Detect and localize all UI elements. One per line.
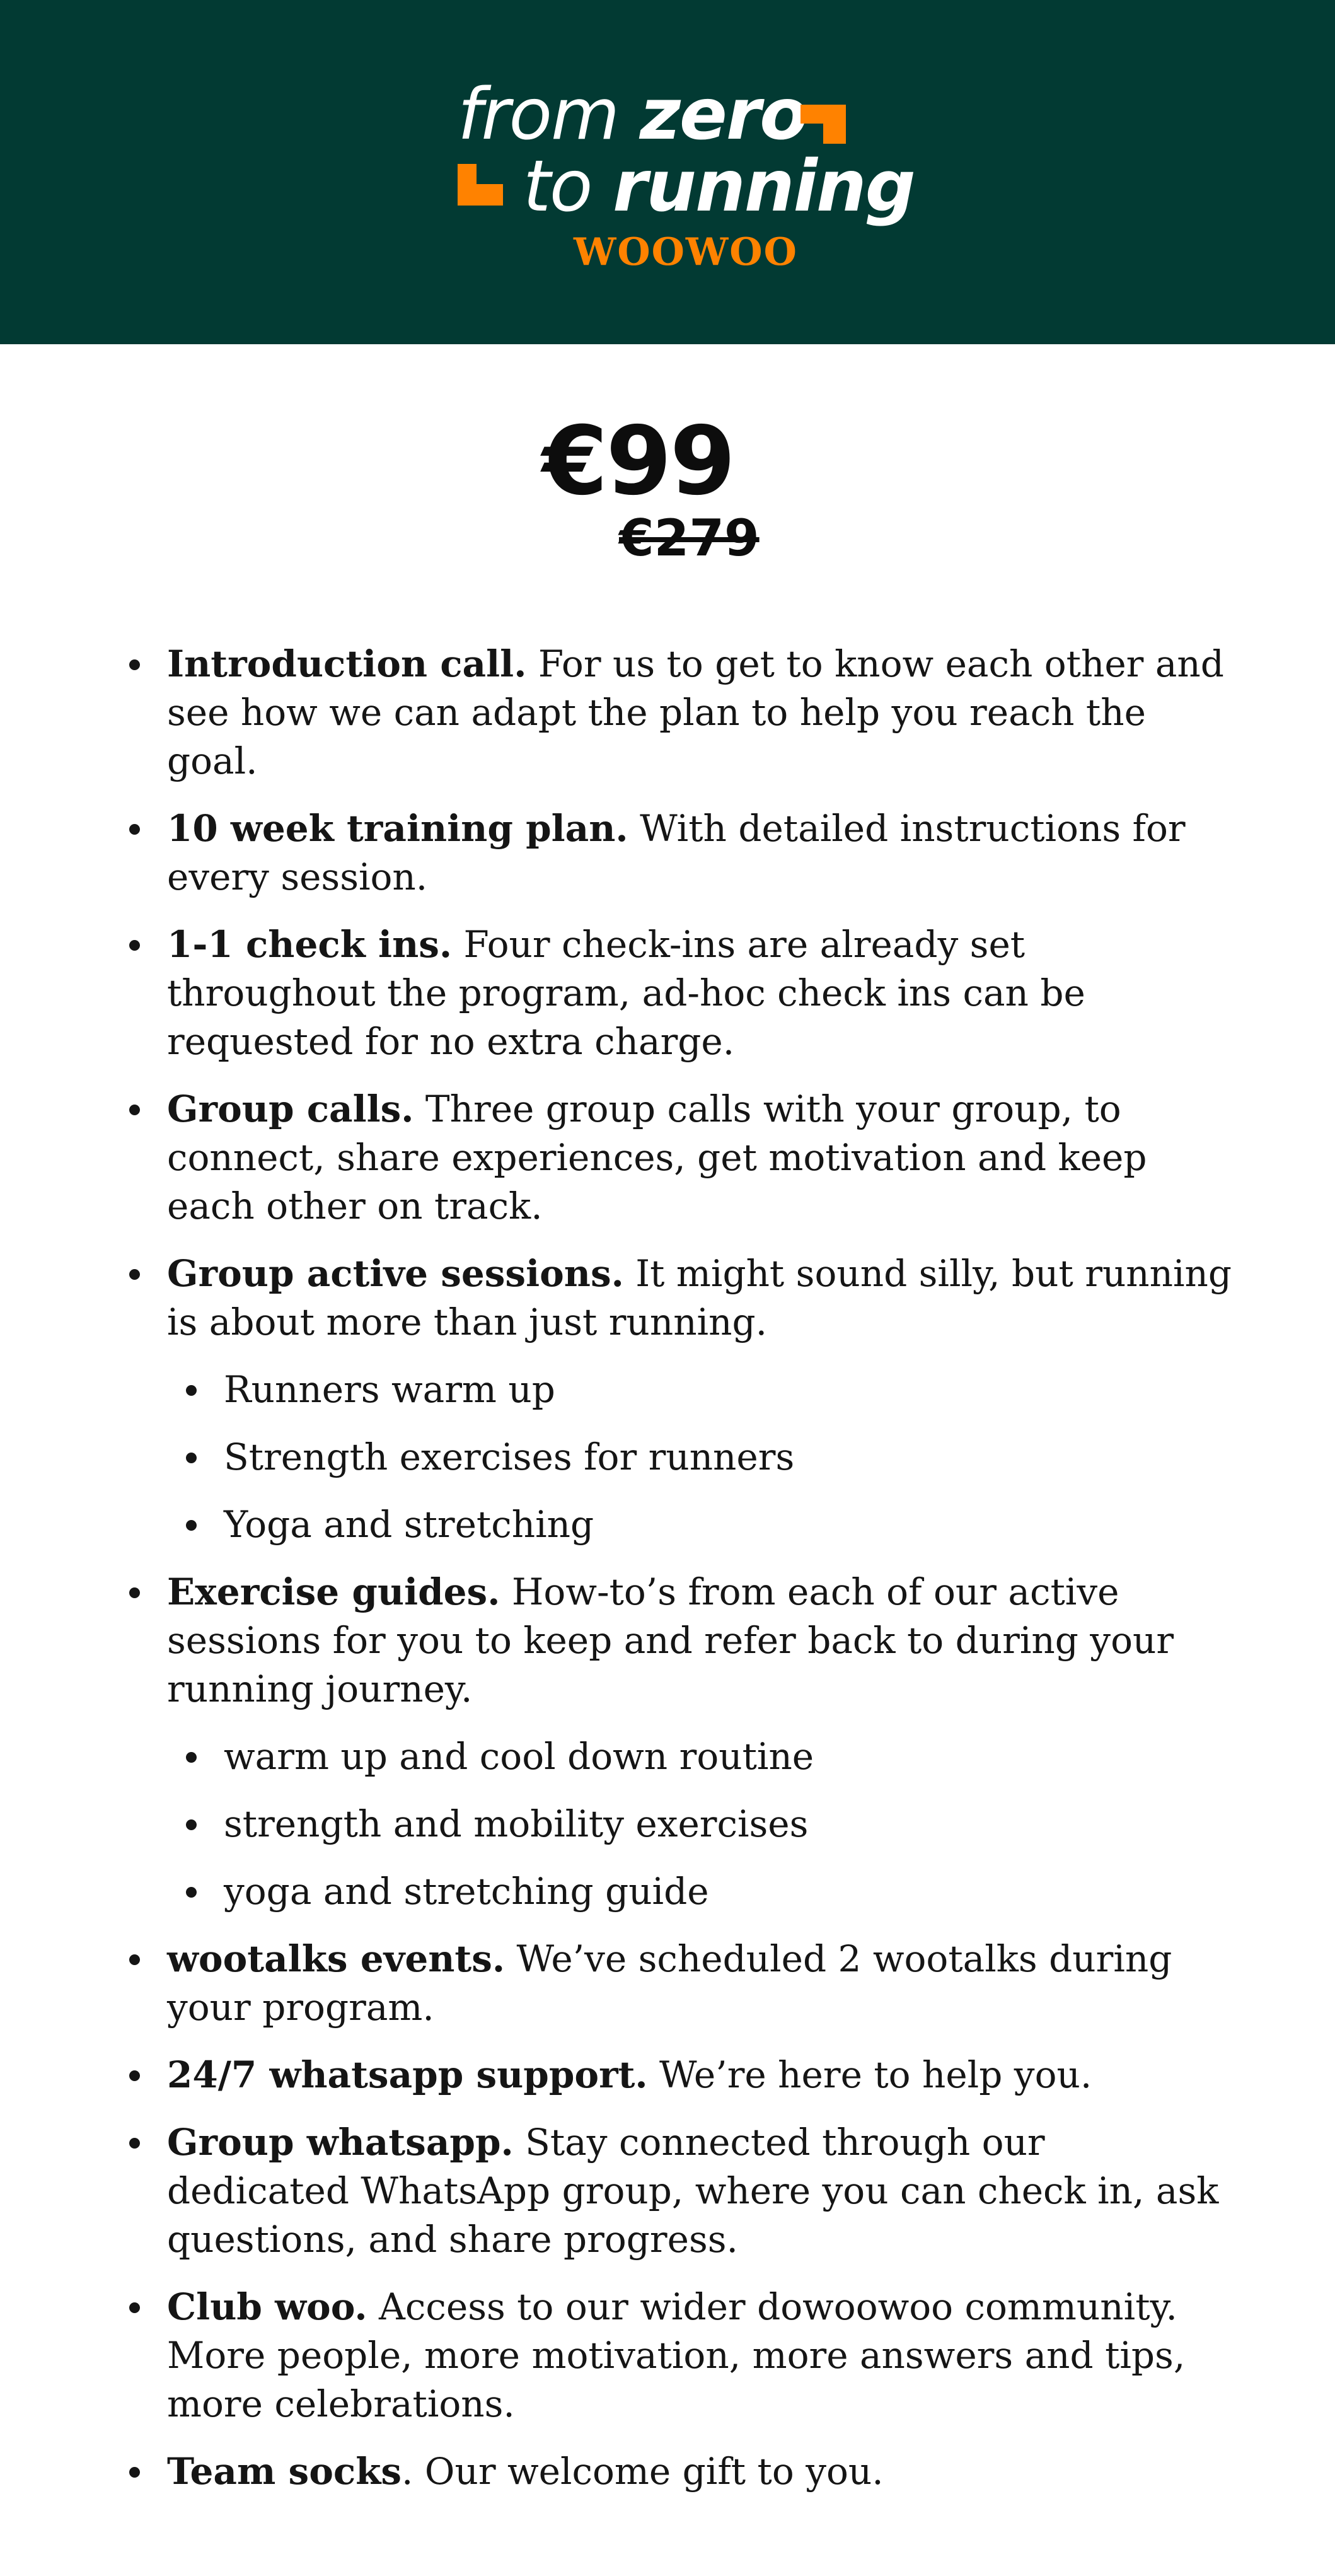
sub-item: Strength exercises for runners (167, 1433, 1239, 1482)
current-price: €99 (542, 407, 734, 516)
feature-item-introduction-call (129, 640, 1239, 786)
logo-from-text: from (458, 74, 640, 156)
feature-text: . Our welcome gift to you. (402, 2450, 884, 2493)
logo-running-text: running (613, 146, 915, 228)
feature-title: Introduction call. (167, 642, 527, 685)
logo-to-text: to (523, 146, 613, 228)
feature-item-group-active-sessions (129, 1250, 1239, 1549)
feature-title: Team socks (167, 2450, 402, 2493)
feature-item-club-woo (129, 2283, 1239, 2428)
program-logo (454, 69, 915, 277)
feature-text: We’ve scheduled 2 wootalks during your program. (167, 1937, 1172, 2029)
original-price: €279 (619, 509, 760, 567)
feature-item-team-socks (129, 2447, 1239, 2496)
feature-title: Exercise guides. (167, 1570, 500, 1613)
feature-item-group-whatsapp (129, 2118, 1239, 2264)
feature-item-exercise-guides (129, 1568, 1239, 1916)
sub-item: warm up and cool down routine (167, 1732, 1239, 1781)
corner-mark-icon (800, 105, 846, 150)
feature-sublist (167, 1366, 1239, 1549)
feature-title: wootalks events. (167, 1937, 506, 1980)
feature-title: 10 week training plan. (167, 807, 628, 850)
feature-text: For us to get to know each other and see how we can adapt the plan to help you reach the goal. (167, 642, 1224, 782)
feature-text: With detailed instructions for every session. (167, 807, 1186, 898)
feature-item-check-ins (129, 920, 1239, 1066)
feature-title: Group active sessions. (167, 1252, 624, 1295)
feature-item-whatsapp-support (129, 2051, 1239, 2099)
feature-item-training-plan (129, 804, 1239, 902)
feature-text: How-to’s from each of our active sessions for you to keep and refer back to during your running journey. (167, 1570, 1174, 1710)
feature-text: Three group calls with your group, to connect, share experiences, get motivation and keep each other on track. (167, 1088, 1147, 1227)
feature-text: Access to our wider dowoowoo community. More people, more motivation, more answers and tips, more celebrations. (167, 2285, 1186, 2425)
feature-title: 24/7 whatsapp support. (167, 2053, 648, 2096)
header-banner (0, 0, 1335, 344)
feature-text: Stay connected through our dedicated WhatsApp group, where you can check in, ask questions, and share progress. (167, 2121, 1219, 2261)
feature-text: It might sound silly, but running is about more than just running. (167, 1252, 1232, 1343)
feature-title: 1-1 check ins. (167, 923, 453, 966)
logo-zero-text: zero (639, 74, 807, 156)
feature-text: Four check-ins are already set throughout the program, ad-hoc check ins can be requested for no extra charge. (167, 923, 1085, 1063)
feature-item-group-calls (129, 1085, 1239, 1231)
feature-title: Club woo. (167, 2285, 367, 2328)
corner-mark-icon (458, 164, 503, 209)
logo-line-2 (523, 146, 915, 228)
feature-list (129, 640, 1239, 2515)
sub-item: strength and mobility exercises (167, 1800, 1239, 1848)
sub-item: yoga and stretching guide (167, 1867, 1239, 1916)
feature-sublist (167, 1732, 1239, 1916)
sub-item: Yoga and stretching (167, 1500, 1239, 1549)
feature-title: Group whatsapp. (167, 2121, 514, 2164)
feature-title: Group calls. (167, 1088, 414, 1130)
sub-item: Runners warm up (167, 1366, 1239, 1414)
feature-item-wootalks-events (129, 1935, 1239, 2032)
brand-wordmark: WOOWOO (574, 230, 798, 274)
logo-line-1 (458, 74, 807, 156)
feature-text: We’re here to help you. (647, 2053, 1092, 2096)
